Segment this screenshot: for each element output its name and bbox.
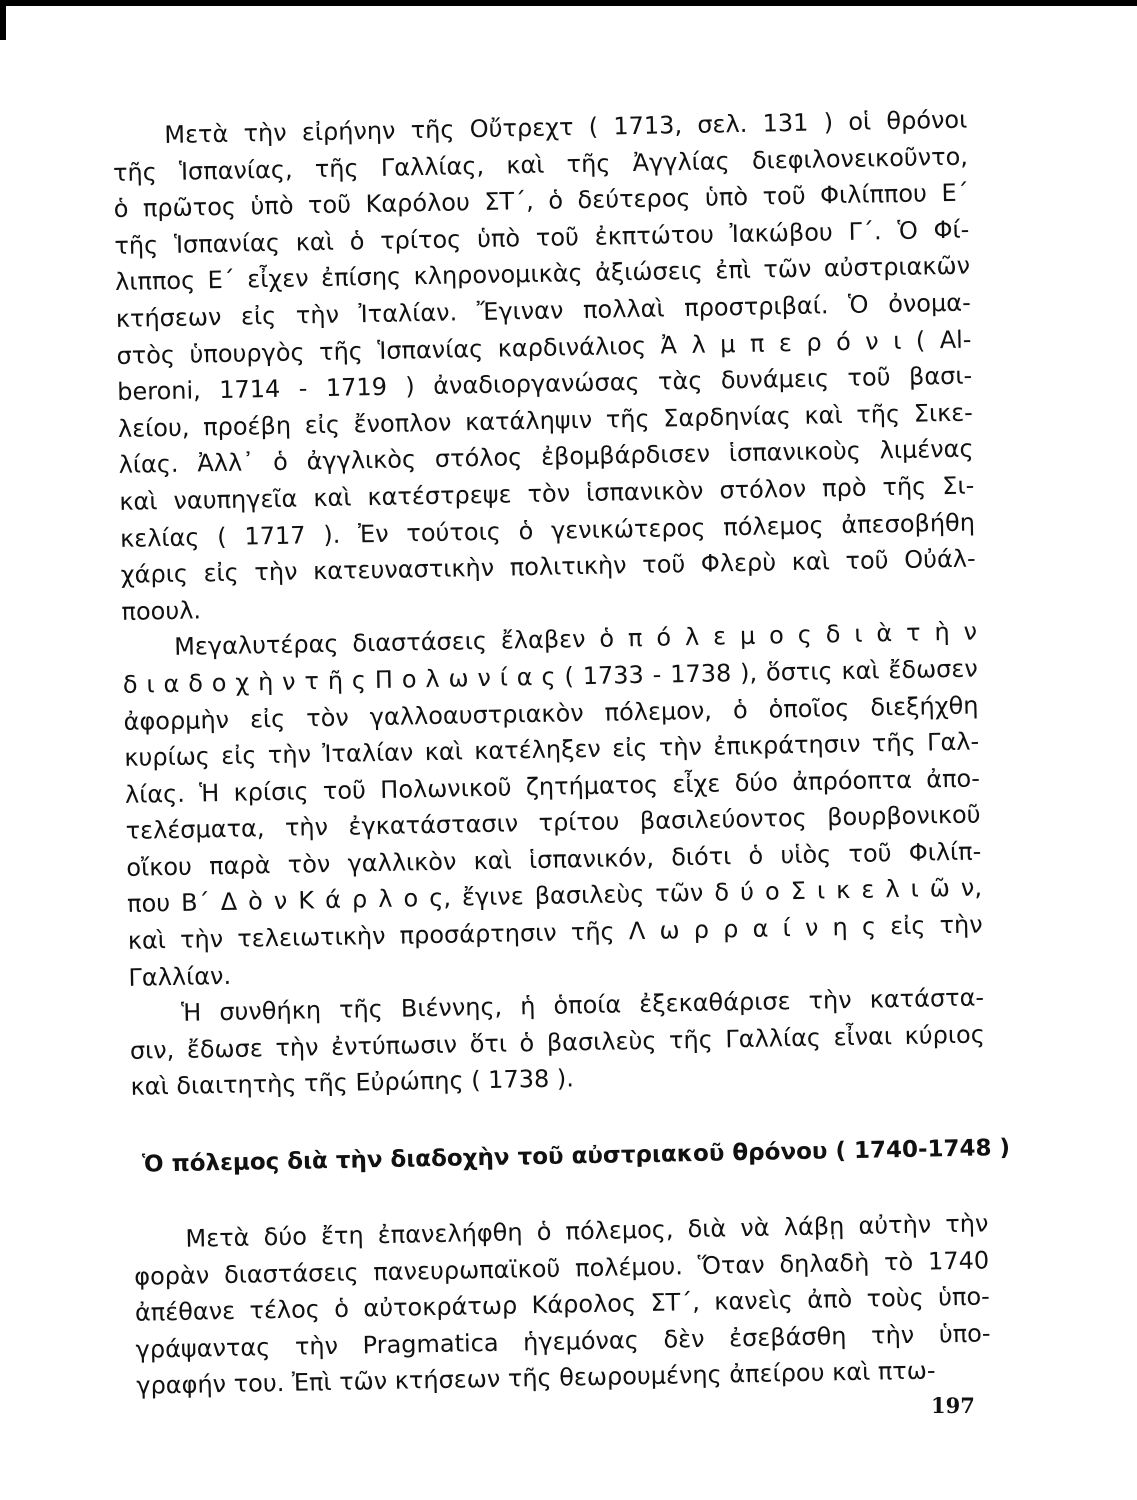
text-line: καὶ διαιτητὴς τῆς Εὐρώπης ( 1738 ).: [130, 1064, 575, 1102]
paragraph-1: [112, 102, 977, 631]
text-line: Μετὰ τὴν εἰρήνην τῆς Οὔτρεχτ ( 1713, σελ. 131 ) οἱ θρόνοι: [164, 105, 968, 149]
text-line: Μετὰ δύο ἔτη ἐπανελήφθη ὁ πόλεμος, διὰ νὰ λάβῃ αὐτὴν τὴν: [185, 1209, 989, 1253]
paragraph-4: [133, 1205, 991, 1404]
text-line: στὸς ὑπουργὸς τῆς Ἱσπανίας καρδινάλιος Ἀ λ μ π ε ρ ό ν ι ( Al-: [116, 325, 972, 370]
text-line: ἀφορμὴν εἰς τὸν γαλλοαυστριακὸν πόλεμον, ὁ ὁποῖος διεξήχθη: [123, 690, 979, 736]
text-line: φορὰν διαστάσεις πανευρωπαϊκοῦ πολέμου. Ὅταν δηλαδὴ τὸ 1740: [133, 1246, 990, 1291]
text-line: τῆς Ἱσπανίας καὶ ὁ τρίτος ὑπὸ τοῦ ἐκπτώτου Ἰακώβου Γ΄. Ὁ Φί-: [114, 215, 970, 260]
scan-border-left: [0, 0, 6, 40]
text-line: τῆς Ἱσπανίας, τῆς Γαλλίας, καὶ τῆς Ἀγγλίας διεφιλονεικοῦντο,: [112, 142, 969, 187]
text-line: τελέσματα, τὴν ἐγκατάστασιν τρίτου βασιλεύοντος βουρβονικοῦ: [125, 800, 981, 846]
paragraph-3: [129, 980, 986, 1106]
text-line: Γαλλίαν.: [128, 961, 232, 992]
text-line: καὶ τὴν τελειωτικὴν προσάρτησιν τῆς Λ ω ρ ρ α ί ν η ς εἰς τὴν: [127, 910, 983, 955]
text-line: κυρίως εἰς τὴν Ἰταλίαν καὶ κατέληξεν εἰς τὴν ἐπικράτησιν τῆς Γαλ-: [124, 727, 980, 772]
text-line: Ἡ συνθήκη τῆς Βιέννης, ἡ ὁποία ἐξεκαθάρισε τὴν κατάστα-: [180, 983, 985, 1028]
text-line: ἀπέθανε τέλος ὁ αὐτοκράτωρ Κάρολος ΣΤ΄, κανεὶς ἀπὸ τοὺς ὑπο-: [134, 1282, 991, 1327]
text-line: οἴκου παρὰ τὸν γαλλικὸν καὶ ἱσπανικόν, διότι ὁ υἱὸς τοῦ Φιλίπ-: [126, 837, 982, 882]
text-line: λιππος Ε΄ εἶχεν ἐπίσης κληρονομικὰς ἀξιώσεις ἐπὶ τῶν αὐστριακῶν: [114, 251, 971, 297]
text-line: σιν, ἔδωσε τὴν ἐντύπωσιν ὅτι ὁ βασιλεὺς τῆς Γαλλίας εἶναι κύριος: [129, 1020, 986, 1065]
text-line: κελίας ( 1717 ). Ἐν τούτοις ὁ γενικώτερος πόλεμος ἀπεσοβήθη: [119, 508, 976, 553]
text-line: που Β΄ Δ ὸ ν Κ ά ρ λ ο ς, ἔγινε βασιλεὺς τῶν δ ύ ο Σ ι κ ε λ ι ῶ ν,: [126, 873, 983, 919]
text-line: καὶ ναυπηγεῖα καὶ κατέστρεψε τὸν ἱσπανικὸν στόλον πρὸ τῆς Σι-: [119, 471, 975, 516]
text-line: δ ι α δ ο χ ὴ ν τ ῆ ς Π ο λ ω ν ί α ς ( 1733 - 1738 ), ὅστις καὶ ἔδωσεν: [122, 654, 978, 699]
text-line: λείου, προέβη εἰς ἔνοπλον κατάληψιν τῆς Σαρδηνίας καὶ τῆς Σικε-: [117, 398, 974, 443]
text-line: γραφήν του. Ἐπὶ τῶν κτήσεων τῆς θεωρουμένης ἀπείρου καὶ πτω-: [136, 1356, 936, 1401]
text-line: λίας. Ἡ κρίσις τοῦ Πολωνικοῦ ζητήματος εἶχε δύο ἀπρόοπτα ἀπο-: [124, 764, 981, 809]
text-line: ὁ πρῶτος ὑπὸ τοῦ Καρόλου ΣΤ΄, ὁ δεύτερος ὑπὸ τοῦ Φιλίππου Ε΄: [113, 178, 969, 224]
text-line: ποουλ.: [121, 596, 202, 626]
section-heading: Ὁ πόλεμος διὰ τὴν διαδοχὴν τοῦ αὐστριακοῦ θρόνου ( 1740-1748 ): [141, 1134, 1011, 1178]
text-line: κτήσεων εἰς τὴν Ἰταλίαν. Ἔγιναν πολλαὶ προστριβαί. Ὁ ὀνομα-: [115, 288, 971, 333]
text-line: χάρις εἰς τὴν κατευναστικὴν πολιτικὴν τοῦ Φλερὺ καὶ τοῦ Οὐάλ-: [120, 544, 976, 590]
text-line: Μεγαλυτέρας διαστάσεις ἔλαβεν ὁ π ό λ ε μ ο ς δ ι ὰ τ ὴ ν: [173, 617, 978, 662]
text-line: γράψαντας τὴν Pragmatica ἡγεμόνας δὲν ἐσεβάσθη τὴν ὑπο-: [135, 1319, 991, 1364]
page-body: [112, 102, 1011, 1405]
text-line: beroni, 1714 - 1719 ) ἀναδιοργανώσας τὰς δυνάμεις τοῦ βασι-: [116, 361, 973, 407]
text-line: λίας. Ἀλλ᾽ ὁ ἀγγλικὸς στόλος ἐβομβάρδισεν ἱσπανικοὺς λιμένας: [118, 434, 974, 480]
paragraph-2: [122, 614, 984, 996]
page-number: 197: [931, 1393, 975, 1418]
scan-border-top: [0, 0, 1137, 6]
